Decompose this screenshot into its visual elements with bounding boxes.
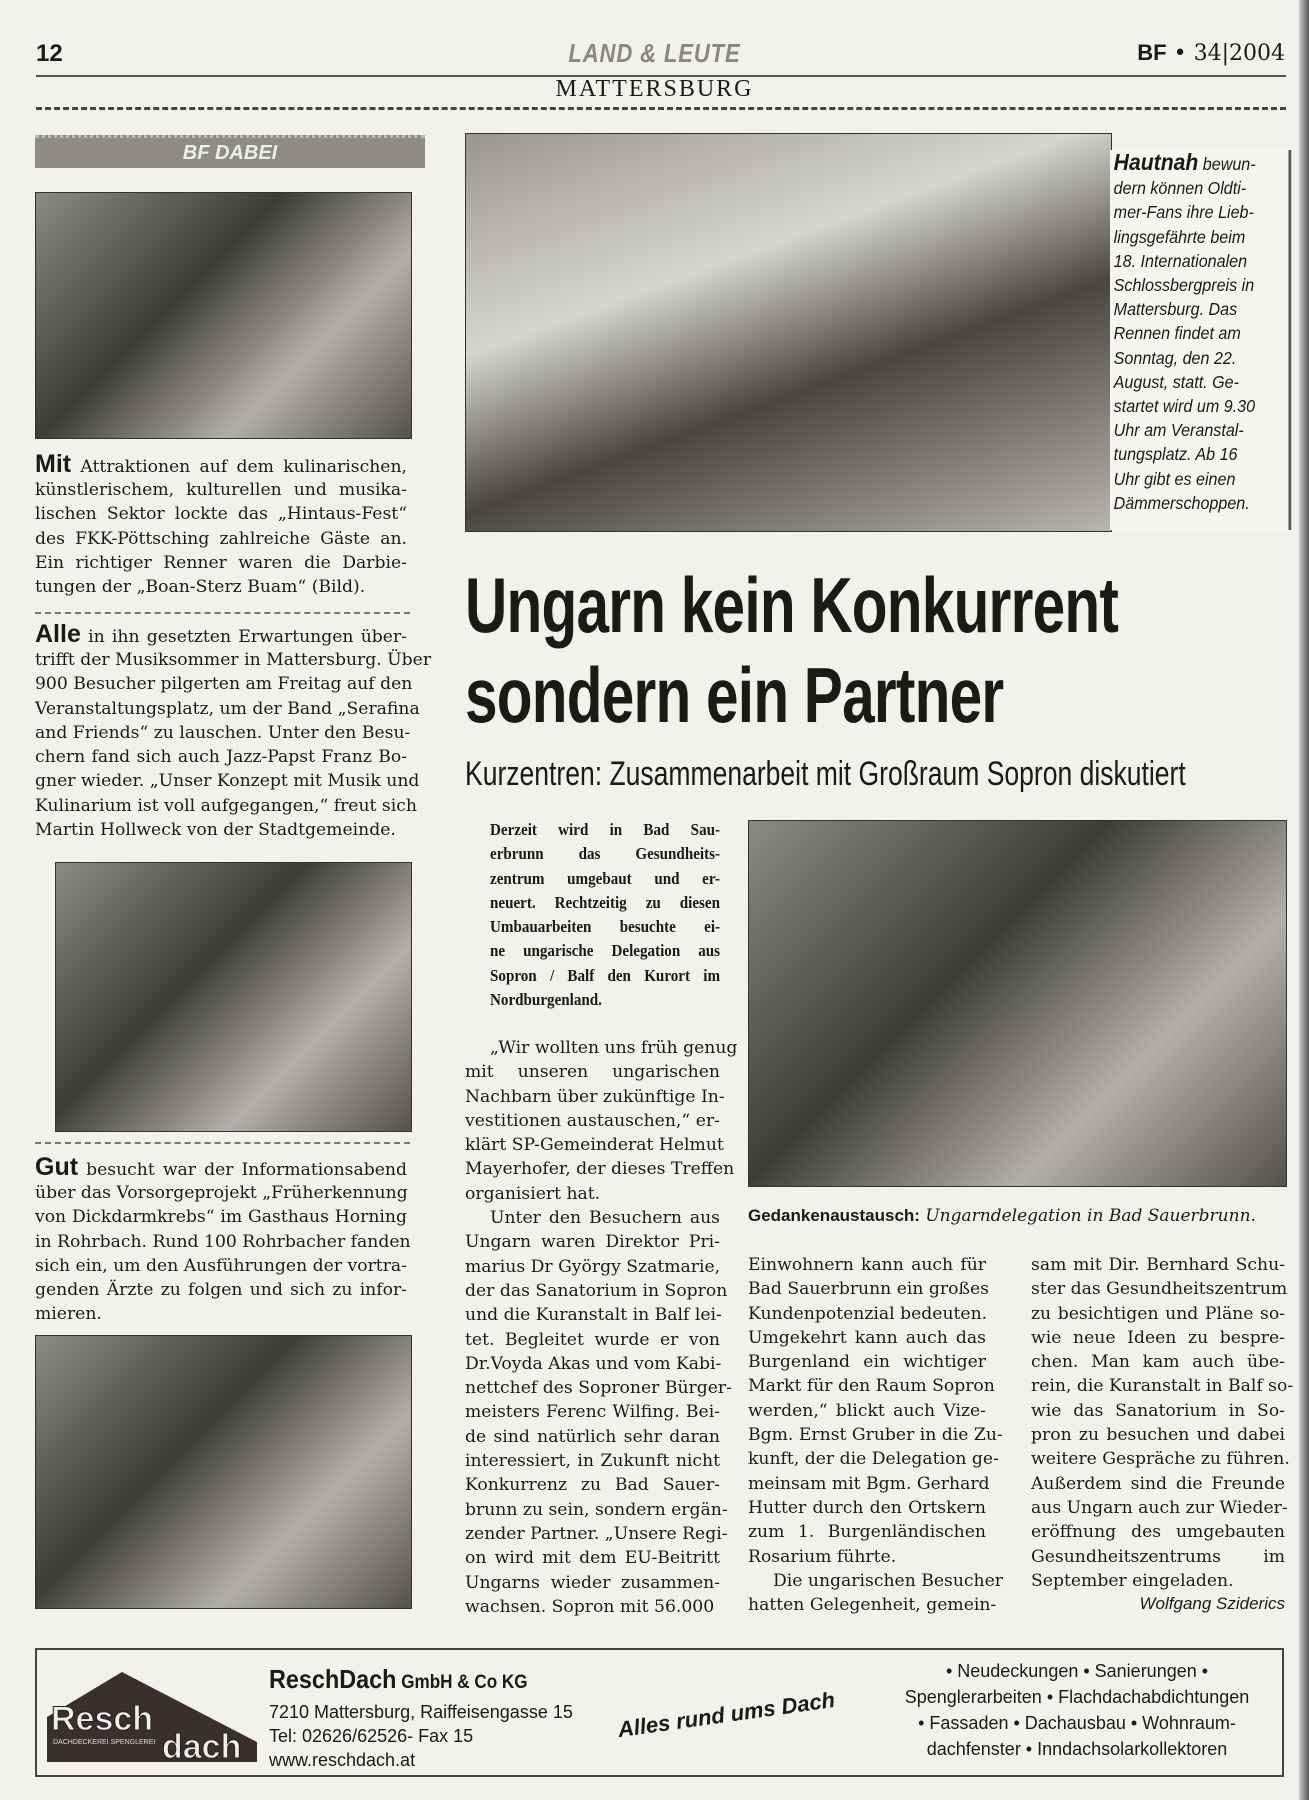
article-headline — [465, 560, 1118, 740]
text-line: Schlossbergpreis in — [1113, 275, 1255, 296]
text-line: und die Kuranstalt in Balf lei- — [465, 1305, 722, 1326]
text-line: Burgenland ein wichtiger — [748, 1352, 986, 1373]
text-line: Die ungarischen Besucher — [773, 1570, 1004, 1591]
text-line: klärt SP-Gemeinderat Helmut — [465, 1135, 724, 1156]
article-column-2 — [748, 1253, 1004, 1617]
text-line: Umgekehrt kann auch das — [748, 1327, 986, 1348]
text-line: Umbauarbeiten besuchte ei- — [490, 917, 721, 937]
text-line: mit unseren ungarischen — [465, 1062, 720, 1083]
ad-website-link[interactable]: www.reschdach.at — [269, 1750, 416, 1770]
text-line: Einwohnern kann auch für — [748, 1255, 986, 1275]
text-line: Kundenpotenzial bedeuten. — [748, 1303, 988, 1324]
text-line: Rosarium führte. — [748, 1546, 897, 1567]
caption-text: Ungarndelegation in Bad Sauerbrunn. — [919, 1206, 1256, 1226]
ad-phone: Tel: 02626/62526- Fax 15 — [269, 1726, 474, 1746]
text-line: Markt für den Raum Sopron — [748, 1376, 995, 1397]
text-fragment: in ihn gesetzten Erwartungen über- — [80, 627, 407, 647]
text-line: ster das Gesundheitszentrum — [1031, 1279, 1288, 1300]
text-line: Gesundheitszentrums im — [1031, 1546, 1285, 1567]
sidebar-item-mit — [35, 452, 407, 599]
article-intro — [490, 818, 720, 1012]
section-title: LAND & LEUTE — [568, 38, 741, 68]
text-line: interessiert, in Zukunft nicht — [465, 1451, 720, 1472]
text-line: werden,“ blickt auch Vize- — [748, 1400, 986, 1421]
text-line: Dämmerschoppen. — [1113, 492, 1250, 513]
photo-caption-delegation — [748, 1206, 1256, 1226]
article-byline: Wolfgang Sziderics — [1139, 1594, 1285, 1613]
text-line: von Dickdarmkrebs“ im Gasthaus Horning — [35, 1207, 407, 1228]
divider — [35, 1142, 410, 1144]
text-line: Konkurrenz zu Bad Sauer- — [465, 1475, 720, 1496]
text-line: weitere Gespräche zu führen. — [1031, 1449, 1290, 1470]
ad-service-line: • Fassaden • Dachausbau • Wohnraum- — [918, 1713, 1236, 1733]
text-line: wie das Sanatorium in So- — [1031, 1400, 1285, 1421]
text-line: Ungarn waren Direktor Pri- — [465, 1232, 720, 1253]
text-line: Unter den Besuchern aus — [490, 1208, 720, 1229]
lead-word: Hautnah — [1113, 149, 1199, 175]
text-line: chern fand sich auch Jazz-Papst Franz Bo- — [35, 747, 407, 768]
text-line: genden Ärzte zu folgen und sich zu infor- — [35, 1280, 407, 1301]
text-line: tungsplatz. Ab 16 — [1113, 444, 1238, 465]
photo-delegation — [748, 820, 1287, 1187]
article-column-3 — [1031, 1253, 1294, 1593]
text-line: wie neue Ideen zu bespre- — [1031, 1327, 1285, 1348]
text-line: der das Sanatorium in Sopron — [465, 1280, 728, 1301]
text-line: Rennen findet am — [1113, 323, 1241, 344]
text-line: Ein richtiger Renner waren die Darbie- — [35, 552, 407, 573]
text-line: aus Ungarn auch zur Wieder- — [1031, 1497, 1288, 1518]
text-line: organisiert hat. — [465, 1183, 601, 1204]
text-line: ne ungarische Delegation aus — [490, 941, 721, 961]
header-dashed-rule — [36, 107, 1286, 110]
text-line: „Wir wollten uns früh genug — [490, 1038, 738, 1058]
text-line: vestitionen austauschen,“ er- — [465, 1110, 720, 1131]
ad-company — [269, 1664, 528, 1695]
text-line: zender Partner. „Unsere Regi- — [465, 1523, 728, 1544]
sidebar-item-gut — [35, 1153, 411, 1327]
text-line: über das Vorsorgeprojekt „Früherkennung — [35, 1183, 408, 1203]
text-line: des FKK-Pöttsching zahlreiche Gäste an. — [35, 528, 407, 549]
text-line: de sind natürlich sehr daran — [465, 1426, 720, 1447]
text-fragment: besucht war der Informationsabend — [78, 1160, 407, 1180]
article-column-1 — [465, 1036, 738, 1619]
photo-caption-hautnah — [1110, 150, 1291, 530]
text-line: Martin Hollweck von der Stadtgemeinde. — [35, 820, 396, 841]
ad-slogan: Alles rund ums Dach — [616, 1686, 837, 1743]
ad-services — [867, 1658, 1287, 1762]
text-line: zentrum umgebaut und er- — [490, 868, 721, 888]
caption-lines — [1114, 150, 1289, 515]
text-line: tet. Begleitet wurde er von — [465, 1329, 720, 1350]
text-line: Mayerhofer, der dieses Treffen — [465, 1159, 735, 1180]
text-line: zum 1. Burgenländischen — [748, 1522, 986, 1543]
headline-line-2: sondern ein Partner — [465, 651, 1004, 739]
text-line: Nordburgenland. — [490, 990, 602, 1010]
divider — [35, 612, 410, 614]
text-line: 18. Internationalen — [1113, 250, 1248, 271]
text-line: meisters Ferenc Wilfing. Bei- — [465, 1402, 720, 1423]
text-line — [1114, 150, 1289, 176]
photo-vintage-car — [465, 133, 1112, 532]
logo-text-resch: Resch — [51, 1700, 154, 1738]
text-line: Uhr gibt es einen — [1113, 468, 1236, 489]
text-line: Außerdem sind die Freunde — [1031, 1473, 1285, 1494]
photo-visitors — [35, 1335, 412, 1609]
text-line — [35, 1155, 407, 1181]
reschdach-logo — [47, 1672, 257, 1762]
text-line: trifft der Musiksommer in Mattersburg. Über — [35, 650, 432, 670]
ad-address: 7210 Mattersburg, Raiffeisengasse 15 — [269, 1702, 573, 1722]
text-line: Dr.Voyda Akas und vom Kabi- — [465, 1353, 722, 1374]
ad-company-name: ReschDach — [269, 1664, 397, 1694]
headline-line-1: Ungarn kein Konkurrent — [465, 561, 1119, 649]
text-line: eröffnung des umgebauten — [1031, 1522, 1285, 1543]
photo-audience — [55, 862, 412, 1132]
text-line: brunn zu sein, sondern ergän- — [465, 1499, 728, 1520]
caption-label: Gedankenaustausch: — [748, 1206, 920, 1225]
page-number: 12 — [36, 40, 63, 67]
text-line — [35, 452, 407, 478]
region-title: MATTERSBURG — [555, 76, 754, 102]
text-line: mer-Fans ihre Lieb- — [1113, 202, 1254, 223]
ad-service-line: dachfenster • Inndachsolarkollektoren — [926, 1739, 1228, 1759]
advertisement-reschdach[interactable] — [35, 1648, 1284, 1777]
sidebar-item-alle — [35, 620, 432, 842]
text-line: sich ein, um den Ausführungen der vortra- — [35, 1255, 407, 1276]
text-line: gner wieder. „Unser Konzept mit Musik und — [35, 771, 420, 792]
text-line: Nachbarn über zukünftige In- — [465, 1086, 725, 1107]
text-line: on wird mit dem EU-Beitritt — [465, 1548, 720, 1569]
text-line: nettchef des Soproner Bürger- — [465, 1378, 732, 1399]
text-line: rein, die Kuranstalt in Balf so- — [1031, 1376, 1294, 1397]
lead-word: Mit — [35, 450, 72, 478]
text-line: Bad Sauerbrunn ein großes — [748, 1279, 989, 1300]
text-line: lingsgefährte beim — [1113, 226, 1246, 247]
text-fragment: Attraktionen auf dem kulinarischen, — [71, 457, 407, 477]
text-line: startet wird um 9.30 — [1113, 396, 1256, 417]
text-line: dern können Oldti- — [1113, 178, 1247, 199]
ad-company-suffix: GmbH & Co KG — [396, 1672, 528, 1693]
issue-number: 34 — [1193, 41, 1222, 66]
text-line: neuert. Rechtzeitig zu diesen — [490, 892, 721, 912]
text-line: Mattersburg. Das — [1113, 299, 1238, 320]
text-line: Sonntag, den 22. — [1113, 347, 1237, 368]
text-line: chen. Man kam auch übe- — [1031, 1352, 1285, 1373]
text-line: hatten Gelegenheit, gemein- — [748, 1595, 997, 1616]
text-line: Hutter durch den Ortskern — [748, 1497, 986, 1518]
publication-name: BF — [1137, 40, 1167, 65]
text-line: marius Dr György Szatmarie, — [465, 1256, 721, 1277]
text-line: Ungarns wieder zusammen- — [465, 1572, 720, 1593]
lead-word: Gut — [35, 1153, 79, 1181]
article-subheadline: Kurzentren: Zusammenarbeit mit Großraum Sopron diskutiert — [465, 755, 1186, 793]
text-line: Derzeit wird in Bad Sau- — [490, 820, 721, 839]
text-line: and Friends“ zu lauschen. Unter den Besu- — [35, 722, 411, 743]
text-line: tungen der „Boan-Sterz Buam“ (Bild). — [35, 577, 366, 598]
scan-edge — [1299, 0, 1309, 1800]
text-line: Uhr am Veranstal- — [1113, 420, 1244, 441]
text-line: August, statt. Ge- — [1113, 371, 1239, 392]
text-line: Kulinarium ist voll aufgegangen,“ freut sich — [35, 795, 417, 816]
bf-dabei-badge: BF DABEI — [35, 135, 425, 168]
text-line: zu besichtigen und Pläne so- — [1031, 1303, 1285, 1324]
text-line: meinsam mit Bgm. Gerhard — [748, 1473, 990, 1494]
issue-info: BF • 34|2004 — [1137, 40, 1285, 66]
logo-subtext: DACHDECKEREI SPENGLEREI — [53, 1739, 156, 1746]
text-line: September eingeladen. — [1031, 1570, 1234, 1591]
text-line: wachsen. Sopron mit 56.000 — [465, 1596, 715, 1617]
text-line: erbrunn das Gesundheits- — [490, 844, 721, 864]
ad-service-line: • Neudeckungen • Sanierungen • — [945, 1661, 1209, 1681]
text-line: sam mit Dir. Bernhard Schu- — [1031, 1255, 1285, 1275]
text-line — [35, 622, 407, 648]
issue-year: 2004 — [1229, 41, 1285, 66]
lead-word: Alle — [35, 620, 81, 648]
text-fragment: bewun- — [1198, 154, 1256, 174]
text-line: in Rohrbach. Rund 100 Rohrbacher fanden — [35, 1231, 411, 1252]
text-line: 900 Besucher pilgerten am Freitag auf den — [35, 674, 413, 695]
text-line: lischen Sektor lockte das „Hintaus-Fest“ — [35, 504, 407, 525]
photo-musicians — [35, 192, 412, 439]
text-line: pron zu besuchen und dabei — [1031, 1425, 1285, 1446]
text-line: kunft, der die Delegation ge- — [748, 1449, 999, 1470]
ad-service-line: Spenglerarbeiten • Flachdachabdichtungen — [904, 1687, 1250, 1707]
text-line: mieren. — [35, 1304, 102, 1325]
text-line: Bgm. Ernst Gruber in die Zu- — [748, 1425, 1003, 1446]
text-line: Sopron / Balf den Kurort im — [490, 965, 721, 985]
text-line: künstlerischem, kulturellen und musika- — [35, 480, 407, 500]
logo-text-dach: dach — [162, 1728, 242, 1762]
text-line: Veranstaltungsplatz, um der Band „Serafina — [35, 698, 420, 719]
